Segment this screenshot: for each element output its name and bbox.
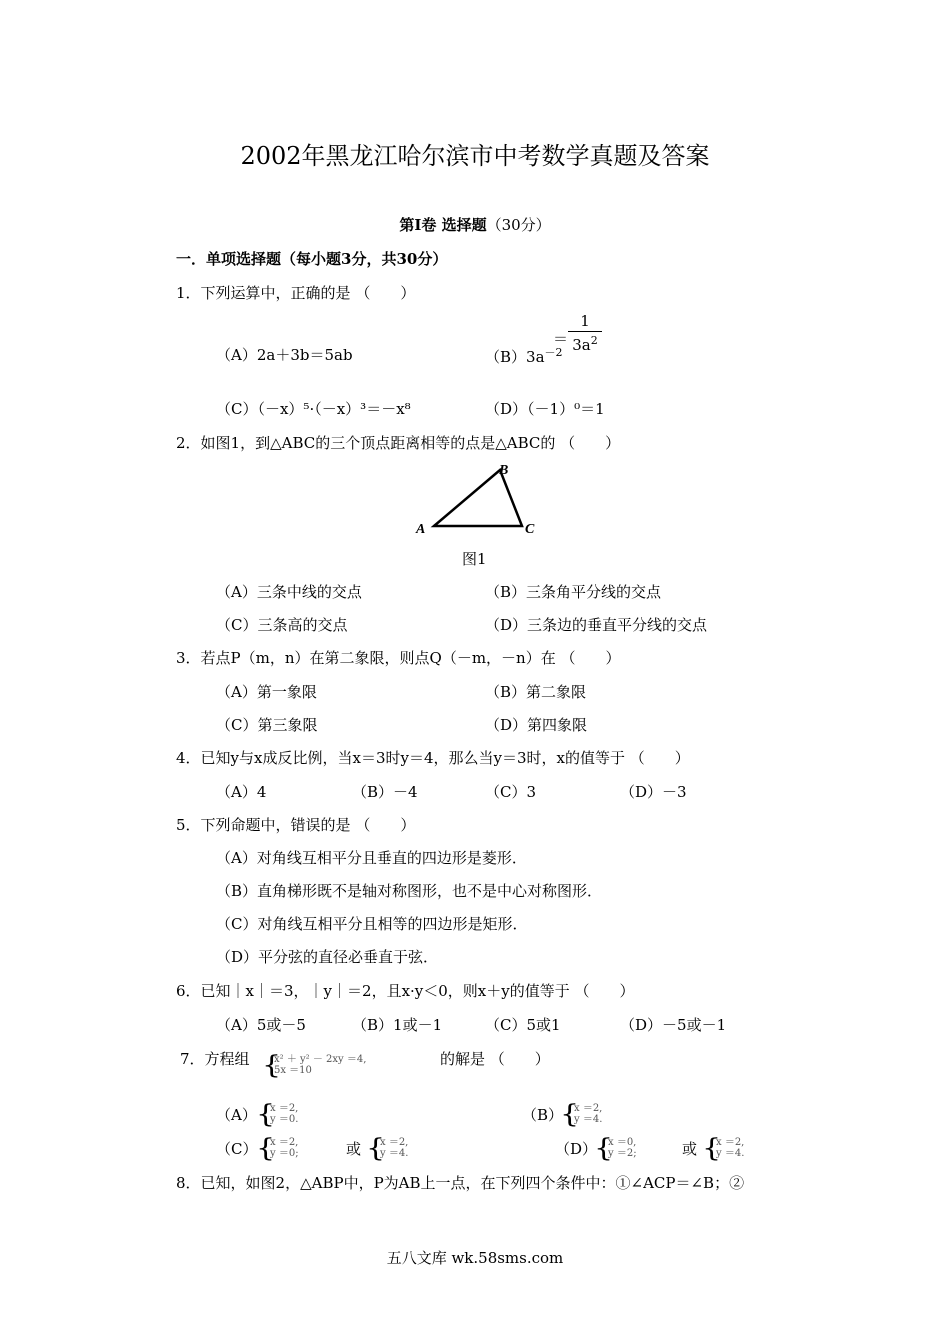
option-c-brace-1: { xyxy=(256,1133,276,1164)
vertex-b-label: B xyxy=(499,463,509,478)
question-5-option-a: （A）对角线互相平分且垂直的四边形是菱形． xyxy=(216,849,527,867)
question-1-option-b xyxy=(485,344,563,367)
question-7-stem-suffix: 的解是 （ ） xyxy=(440,1050,550,1068)
option-c-second-y: y ＝4. xyxy=(380,1148,409,1159)
option-d-brace-1: { xyxy=(594,1133,614,1164)
question-7-option-b-label: （B） xyxy=(522,1106,564,1124)
question-7-option-a-label: （A） xyxy=(216,1106,257,1124)
question-7-option-b xyxy=(574,1103,602,1125)
option-d-first-x: x ＝0, xyxy=(608,1137,637,1148)
question-7-option-d-label: （D） xyxy=(555,1140,598,1158)
option-b-exponent: －2 xyxy=(544,346,563,359)
option-b-fraction xyxy=(568,312,602,354)
question-6-option-a: （A）5或－5 xyxy=(216,1016,306,1034)
question-1-option-d: （D）（－1）⁰＝1 xyxy=(485,400,605,418)
question-1-option-c: （C）（－x）⁵·（－x）³＝－x⁸ xyxy=(216,400,411,418)
question-1-option-a: （A）2a＋3b＝5ab xyxy=(216,346,353,364)
figure-1-triangle xyxy=(410,458,550,544)
option-b-y: y ＝4. xyxy=(574,1114,603,1125)
question-5-stem: 5．下列命题中，错误的是 （ ） xyxy=(176,816,416,834)
question-7-option-c-label: （C） xyxy=(216,1140,258,1158)
question-1-stem: 1．下列运算中，正确的是 （ ） xyxy=(176,284,416,302)
part-heading xyxy=(0,214,950,235)
question-4-option-d: （D）－3 xyxy=(620,783,687,801)
option-c-or: 或 xyxy=(346,1140,362,1158)
question-4-option-a: （A）4 xyxy=(216,783,267,801)
system-equation-1: x² ＋ y² － 2xy ＝4, xyxy=(274,1054,367,1065)
option-a-y: y ＝0. xyxy=(270,1114,299,1125)
option-a-x: x ＝2, xyxy=(270,1103,299,1114)
question-2-option-a: （A）三条中线的交点 xyxy=(216,583,362,601)
question-4-option-b: （B）－4 xyxy=(352,783,418,801)
question-2-option-b: （B）三条角平分线的交点 xyxy=(485,583,662,601)
question-7-system xyxy=(274,1054,366,1076)
option-a-brace: { xyxy=(256,1099,276,1130)
question-3-stem: 3．若点P（m，n）在第二象限，则点Q（－m，－n）在 （ ） xyxy=(176,649,621,667)
section-heading: 一．单项选择题（每小题3分，共30分） xyxy=(176,250,448,268)
option-b-x: x ＝2, xyxy=(574,1103,603,1114)
question-2-option-d: （D）三条边的垂直平分线的交点 xyxy=(485,616,708,634)
option-b-base: （B）3a xyxy=(485,348,545,366)
option-b-brace: { xyxy=(560,1099,580,1130)
vertex-a-label: A xyxy=(416,522,426,537)
option-c-brace-2: { xyxy=(366,1133,386,1164)
part-heading-points: （30分） xyxy=(486,216,551,234)
question-4-option-c: （C）3 xyxy=(485,783,537,801)
question-4-stem: 4．已知y与x成反比例，当x＝3时y＝4，那么当y＝3时，x的值等于 （ ） xyxy=(176,749,690,767)
fraction-numerator: 1 xyxy=(580,312,590,330)
question-7-option-d-first xyxy=(608,1137,637,1159)
question-3-option-c: （C）第三象限 xyxy=(216,716,318,734)
question-7-option-c-second xyxy=(380,1137,408,1159)
option-c-first-x: x ＝2, xyxy=(270,1137,299,1148)
question-2-option-c: （C）三条高的交点 xyxy=(216,616,348,634)
option-c-second-x: x ＝2, xyxy=(380,1137,409,1148)
part-heading-label: 第Ⅰ卷 选择题 xyxy=(399,216,487,234)
question-7-stem-prefix: 7．方程组 xyxy=(180,1050,250,1068)
triangle-abc xyxy=(434,470,522,526)
question-8-stem: 8．已知，如图2，△ABP中，P为AB上一点，在下列四个条件中：①∠ACP＝∠B；② xyxy=(176,1174,745,1192)
question-5-option-b: （B）直角梯形既不是轴对称图形，也不是中心对称图形． xyxy=(216,882,603,900)
option-d-second-y: y ＝4. xyxy=(716,1148,745,1159)
option-b-equals: ＝ xyxy=(553,330,569,348)
question-3-option-d: （D）第四象限 xyxy=(485,716,588,734)
question-6-option-d: （D）－5或－1 xyxy=(620,1016,727,1034)
system-equation-2: 5x ＝10 xyxy=(274,1065,312,1076)
fraction-denominator-exponent: 2 xyxy=(590,334,598,347)
question-3-option-a: （A）第一象限 xyxy=(216,683,317,701)
option-d-brace-2: { xyxy=(702,1133,722,1164)
fraction-denominator xyxy=(568,331,602,354)
question-5-option-c: （C）对角线互相平分且相等的四边形是矩形． xyxy=(216,915,528,933)
question-2-stem: 2．如图1，到△ABC的三个顶点距离相等的点是△ABC的 （ ） xyxy=(176,434,621,452)
page-footer: 五八文库 wk.58sms.com xyxy=(386,1249,564,1267)
question-3-option-b: （B）第二象限 xyxy=(485,683,587,701)
question-7-option-d-second xyxy=(716,1137,744,1159)
question-6-stem: 6．已知｜x｜＝3，｜y｜＝2，且x·y＜0，则x＋y的值等于 （ ） xyxy=(176,982,635,1000)
question-7-option-c-first xyxy=(270,1137,299,1159)
option-c-first-y: y ＝0; xyxy=(270,1148,299,1159)
document-title: 2002年黑龙江哈尔滨市中考数学真题及答案 xyxy=(240,142,710,170)
question-6-option-c: （C）5或1 xyxy=(485,1016,561,1034)
question-5-option-d: （D）平分弦的直径必垂直于弦． xyxy=(216,948,439,966)
question-6-option-b: （B）1或－1 xyxy=(352,1016,443,1034)
figure-1-caption: 图1 xyxy=(462,550,487,568)
option-d-second-x: x ＝2, xyxy=(716,1137,745,1148)
option-d-or: 或 xyxy=(682,1140,698,1158)
question-7-system-brace: { xyxy=(262,1050,282,1081)
option-d-first-y: y ＝2; xyxy=(608,1148,637,1159)
vertex-c-label: C xyxy=(525,522,535,537)
question-7-option-a xyxy=(270,1103,298,1125)
fraction-denominator-base: 3a xyxy=(572,336,591,354)
